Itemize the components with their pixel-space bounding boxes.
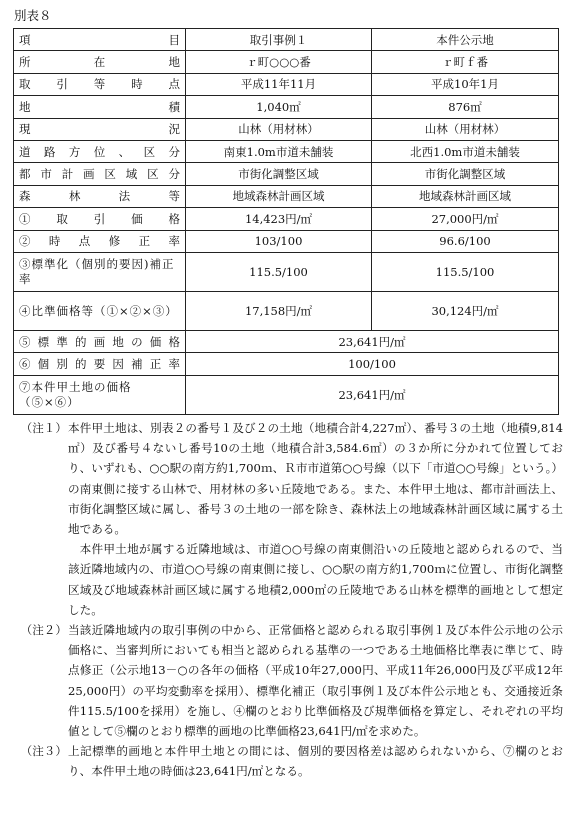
row-value-public-land-trade-date: 平成10年1月 xyxy=(372,73,559,95)
table-row-std-rate xyxy=(14,252,559,291)
table-row-location xyxy=(14,51,559,73)
row-label-road: 道路方位、区分 xyxy=(14,140,186,162)
row-value-merged-ind-rate: 100/100 xyxy=(186,353,559,375)
row-value-public-land-forest-law: 地域森林計画区域 xyxy=(372,185,559,207)
row-label-text: ⑦本件甲土地の価格（⑤×⑥） xyxy=(19,380,132,409)
row-value-trade-case-time-rate: 103/100 xyxy=(186,230,372,252)
table-row-subject-price xyxy=(14,375,559,414)
row-value-public-land-city-planning: 市街化調整区域 xyxy=(372,163,559,185)
table-header-row xyxy=(14,29,559,51)
table-row-comp-price xyxy=(14,291,559,330)
table-row-forest-law xyxy=(14,185,559,207)
table-row-road xyxy=(14,140,559,162)
table-row-ind-rate xyxy=(14,353,559,375)
header-item-right: 目 xyxy=(168,32,180,47)
row-label-city-planning: 都市計画区域区分 xyxy=(14,163,186,185)
row-value-trade-case-city-planning: 市街化調整区域 xyxy=(186,163,372,185)
table-row-city-planning xyxy=(14,163,559,185)
note-mark: （注２） xyxy=(20,623,67,638)
row-value-trade-case-status: 山林（用材林） xyxy=(186,118,372,140)
page-title: 別表８ xyxy=(14,8,52,23)
row-label-subject-price xyxy=(14,375,186,414)
header-col-trade-case: 取引事例１ xyxy=(186,29,372,51)
row-value-public-land-std-rate: 115.5/100 xyxy=(372,252,559,291)
row-value-trade-case-location: ｒ町○○○番 xyxy=(186,51,372,73)
header-item-left: 項 xyxy=(19,32,31,47)
note-mark: （注３） xyxy=(20,744,67,759)
table-row-trade-price xyxy=(14,208,559,230)
row-value-public-land-trade-price: 27,000円/㎡ xyxy=(372,208,559,230)
row-label-std-rate xyxy=(14,252,186,291)
row-label-std-land-price: ⑤標準的画地の価格 xyxy=(14,330,186,352)
valuation-table xyxy=(13,28,559,415)
table-row-std-land-price xyxy=(14,330,559,352)
row-value-public-land-time-rate: 96.6/100 xyxy=(372,230,559,252)
row-value-trade-case-comp-price: 17,158円/㎡ xyxy=(186,291,372,330)
row-label-text: ③標準化（個別的要因)補正率 xyxy=(19,257,175,286)
row-label-status: 現況 xyxy=(14,118,186,140)
row-label-trade-price: ①取引価格 xyxy=(14,208,186,230)
row-label-forest-law: 森林法等 xyxy=(14,185,186,207)
row-value-trade-case-forest-law: 地域森林計画区域 xyxy=(186,185,372,207)
note-paragraph: 上記標準的画地と本件甲土地との間には、個別的要因格差は認められないから、⑦欄のとおり、本件甲土地の時価は23,641円/㎡となる。 xyxy=(68,744,563,779)
row-value-public-land-location: ｒ町ｆ番 xyxy=(372,51,559,73)
row-value-trade-case-std-rate: 115.5/100 xyxy=(186,252,372,291)
row-value-trade-case-trade-price: 14,423円/㎡ xyxy=(186,208,372,230)
note-2 xyxy=(0,620,575,741)
row-value-merged-subject-price: 23,641円/㎡ xyxy=(186,375,559,414)
row-value-public-land-comp-price: 30,124円/㎡ xyxy=(372,291,559,330)
row-value-public-land-status: 山林（用材林） xyxy=(372,118,559,140)
row-label-ind-rate: ⑥個別的要因補正率 xyxy=(14,353,186,375)
row-label-area: 地積 xyxy=(14,96,186,118)
row-label-location: 所在地 xyxy=(14,51,186,73)
row-value-public-land-area: 876㎡ xyxy=(372,96,559,118)
row-label-comp-price xyxy=(14,291,186,330)
note-mark: （注１） xyxy=(20,421,67,435)
table-row-status xyxy=(14,118,559,140)
notes-section xyxy=(0,418,575,782)
header-item xyxy=(14,29,186,51)
row-label-text: ④比準価格等（①×②×③） xyxy=(19,303,178,318)
note-3 xyxy=(0,741,575,781)
header-col-public-land: 本件公示地 xyxy=(372,29,559,51)
row-label-trade-date: 取引等時点 xyxy=(14,73,186,95)
note-paragraph: 本件甲土地が属する近隣地域は、市道○○号線の南東側沿いの丘陵地と認められるので、当該近隣地域内の、市道○○号線の南東側に接し、○○駅の南方約1,700ｍに位置し、市街化調整区域及び地域森林計画区域に属する地積2,000㎡の丘陵地である山林を標準的画地として想定した。 xyxy=(68,542,563,617)
row-label-time-rate: ②時点修正率 xyxy=(14,230,186,252)
row-value-public-land-road: 北西1.0m市道未舗装 xyxy=(372,140,559,162)
table-row-time-rate xyxy=(14,230,559,252)
row-value-trade-case-road: 南東1.0m市道未舗装 xyxy=(186,140,372,162)
note-1 xyxy=(0,418,575,620)
note-paragraph: 当該近隣地域内の取引事例の中から、正常価格と認められる取引事例１及び本件公示地の公示価格に、当審判所においても相当と認められる基準の一つである土地価格比準表に準じて、時点修正（公示地13－○の各年の価格（平成10年27,000円、平成11年26,000円及び平成12年25,000円）の平均変動率を採用）、標準化補正（取引事例１及び本件公示地とも、交通接近条件115.5/100を採用）を施し、④欄のとおり比準価格及び規準価格を算定し、それぞれの平均値として⑤欄のとおり標準的画地の比準価格23,641円/㎡を求めた。 xyxy=(68,623,563,739)
table-row-area xyxy=(14,96,559,118)
row-value-trade-case-trade-date: 平成11年11月 xyxy=(186,73,372,95)
row-value-trade-case-area: 1,040㎡ xyxy=(186,96,372,118)
row-value-merged-std-land-price: 23,641円/㎡ xyxy=(186,330,559,352)
table-row-trade-date xyxy=(14,73,559,95)
note-paragraph: 本件甲土地は、別表２の番号１及び２の土地（地積合計4,227㎡）、番号３の土地（地積9,814㎡）及び番号４ないし番号10の土地（地積合計3,584.6㎡）の３か所に分かれて位置しており、いずれも、○○駅の南方約1,700ｍ、Ｒ市市道第○○号線（以下「市道○○号線」という。）の南東側に接する山林で、用材林の多い丘陵地である。また、本件甲土地は、都市計画法上、市街化調整区域に属し、番号３の土地の一部を除き、森林法上の地域森林計画区域に属する土地である。 xyxy=(68,421,563,537)
